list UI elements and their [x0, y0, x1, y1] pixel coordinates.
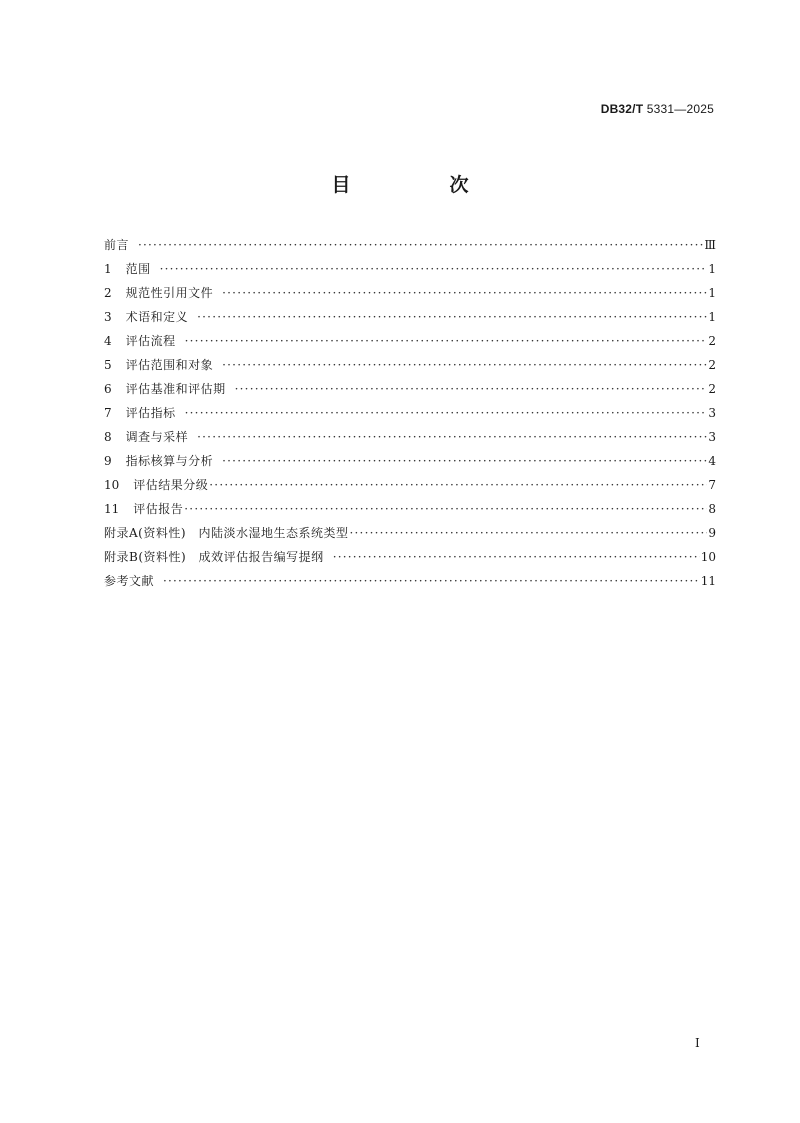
dot-leader — [184, 497, 707, 521]
toc-item-label: 规范性引用文件 — [125, 286, 214, 300]
toc-item-page: 10 — [700, 550, 716, 564]
toc-item-page: 7 — [708, 478, 716, 492]
toc-item-result-grading[interactable] — [104, 473, 716, 497]
dot-leader — [350, 521, 708, 545]
dot-leader — [209, 473, 707, 497]
toc-item-page: 3 — [708, 430, 716, 444]
dot-leader — [163, 569, 700, 593]
toc-item-label: 评估范围和对象 — [125, 358, 214, 372]
toc-item-page: 1 — [708, 262, 716, 276]
page-number: I — [695, 1036, 700, 1050]
toc-item-label: 评估报告 — [133, 502, 184, 516]
toc-item-foreword[interactable] — [104, 233, 716, 257]
toc-item-label: 评估流程 — [125, 334, 176, 348]
toc-item-number: 4 — [104, 334, 112, 348]
toc-item-label: 评估基准和评估期 — [125, 382, 226, 396]
toc-item-normative-references[interactable] — [104, 281, 716, 305]
toc-item-appendix-a[interactable] — [104, 521, 716, 545]
toc-item-number: 9 — [104, 454, 112, 468]
toc-item-page: 2 — [708, 358, 716, 372]
toc-item-label: 附录A(资料性) 内陆淡水湿地生态系统类型 — [104, 526, 349, 540]
dot-leader — [197, 425, 707, 449]
toc-item-label: 参考文献 — [104, 574, 155, 588]
toc-item-terms-definitions[interactable] — [104, 305, 716, 329]
toc-item-label: 附录B(资料性) 成效评估报告编写提纲 — [104, 550, 324, 564]
dot-leader — [222, 353, 707, 377]
dot-leader — [222, 281, 707, 305]
toc-item-survey-sampling[interactable] — [104, 425, 716, 449]
toc-item-page: Ⅲ — [704, 238, 716, 252]
dot-leader — [160, 257, 708, 281]
toc-item-number: 2 — [104, 286, 112, 300]
document-code-prefix: DB32/T — [600, 102, 644, 116]
toc-item-number: 1 — [104, 262, 112, 276]
dot-leader — [222, 449, 707, 473]
toc-item-page: 4 — [708, 454, 716, 468]
page-title: 目 次 — [331, 174, 509, 196]
toc-item-page: 9 — [708, 526, 716, 540]
toc-item-page: 8 — [708, 502, 716, 516]
document-code — [601, 102, 714, 116]
toc-item-page: 2 — [708, 382, 716, 396]
dot-leader — [185, 329, 708, 353]
toc-item-page: 11 — [700, 574, 716, 588]
toc-item-assessment-report[interactable] — [104, 497, 716, 521]
toc-item-page: 2 — [708, 334, 716, 348]
toc-item-label: 评估结果分级 — [133, 478, 209, 492]
toc-item-number: 8 — [104, 430, 112, 444]
toc-item-number: 7 — [104, 406, 112, 420]
toc-item-indicator-accounting[interactable] — [104, 449, 716, 473]
toc-item-label: 术语和定义 — [125, 310, 189, 324]
dot-leader — [235, 377, 708, 401]
document-code-number: 5331—2025 — [646, 102, 714, 116]
toc-item-label: 调查与采样 — [125, 430, 189, 444]
toc-item-number: 11 — [104, 502, 120, 516]
table-of-contents — [104, 233, 716, 593]
dot-leader — [197, 305, 707, 329]
toc-item-number: 6 — [104, 382, 112, 396]
toc-item-scope[interactable] — [104, 257, 716, 281]
toc-item-page: 1 — [708, 310, 716, 324]
toc-item-page: 3 — [708, 406, 716, 420]
toc-item-label: 范围 — [125, 262, 151, 276]
toc-item-assessment-indicators[interactable] — [104, 401, 716, 425]
dot-leader — [138, 233, 703, 257]
toc-item-number: 5 — [104, 358, 112, 372]
toc-item-assessment-baseline[interactable] — [104, 377, 716, 401]
toc-item-page: 1 — [708, 286, 716, 300]
dot-leader — [333, 545, 700, 569]
toc-item-label: 前言 — [104, 238, 130, 252]
dot-leader — [185, 401, 708, 425]
toc-item-assessment-scope[interactable] — [104, 353, 716, 377]
toc-item-appendix-b[interactable] — [104, 545, 716, 569]
toc-item-label: 指标核算与分析 — [125, 454, 214, 468]
toc-item-label: 评估指标 — [125, 406, 176, 420]
toc-item-number: 3 — [104, 310, 112, 324]
toc-item-bibliography[interactable] — [104, 569, 716, 593]
toc-item-number: 10 — [104, 478, 120, 492]
toc-item-assessment-process[interactable] — [104, 329, 716, 353]
